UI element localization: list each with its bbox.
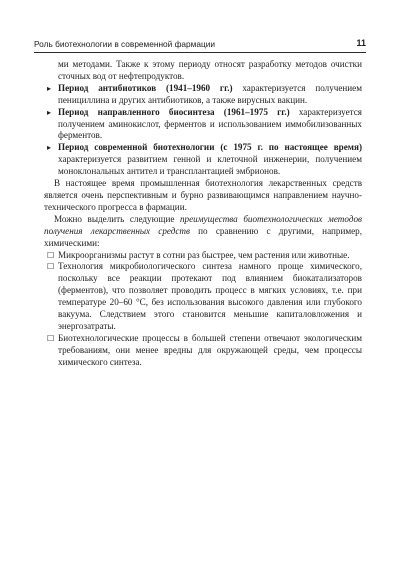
triangle-bullet-icon: ▸ — [47, 83, 52, 93]
checkbox-bullet-icon: ☐ — [47, 250, 55, 260]
list-item-text: Технология микробиологического синтеза намного проще химического, поскольку все реакции протекают под влиянием биокатализаторов (ферментов), что позволяет проводить процесс в мягких условиях, т.е. при температуре 20–60 °С, без использования высокого давления или глубокого вакуума. Следствием этого становится меньшие капиталовложения и энергозатраты. — [58, 261, 362, 331]
list-item — [44, 261, 362, 332]
paragraph: В настоящее время промышленная биотехнология лекарственных средств является очень перспективным и бурно развивающимся направлением научно-технического прогресса в фармации. — [44, 178, 362, 212]
period-label: Период современной биотехнологии (с 1975 г. по настоящее время) — [58, 142, 362, 153]
period-text: характеризуется получением аминокислот, ферментов и использованием иммобилизованных ферментов. — [58, 106, 362, 141]
list-item-text: Биотехнологические процессы в большей степени отвечают экологическим требованиям, они менее вредны для окружающей среды, чем процессы химического синтеза. — [58, 332, 362, 367]
period-text: характеризуется получением пенициллина и других антибиотиков, а также вирусных вакцин. — [58, 82, 362, 105]
triangle-bullet-icon: ▸ — [47, 143, 52, 153]
period-label: Период направленного биосинтеза (1961–1975 гг.) — [58, 106, 290, 117]
emphasis-text: преимущества биотехнологических методов получения лекарственных средств — [44, 213, 362, 236]
paragraph: Можно выделить следующие преимущества биотехнологических методов получения лекарственных средств по сравнению с другими, например, химическими: — [44, 213, 362, 248]
continued-text: ми методами. Также к этому периоду относят разработку методов очистки сточных вод от нефтепродуктов. — [58, 59, 362, 81]
period-text: характеризуется развитием генной и клеточной инженерии, получением моноклональных антител и трансплантацией эмбрионов. — [58, 154, 362, 177]
running-header — [34, 36, 366, 53]
triangle-bullet-icon: ▸ — [47, 107, 52, 117]
page-number: 11 — [356, 38, 366, 48]
period-item — [44, 142, 362, 178]
list-item-text: Микроорганизмы растут в сотни раз быстрее, чем растения или животные. — [58, 249, 350, 260]
checkbox-bullet-icon: ☐ — [47, 262, 55, 272]
list-item — [44, 333, 362, 369]
page-body — [44, 59, 362, 369]
list-item — [44, 250, 362, 262]
period-item — [44, 107, 362, 143]
period-label: Период антибиотиков (1941–1960 гг.) — [58, 82, 233, 93]
period-item — [44, 83, 362, 107]
checkbox-bullet-icon: ☐ — [47, 333, 55, 343]
running-title: Роль биотехнологии в современной фармации — [34, 39, 215, 49]
